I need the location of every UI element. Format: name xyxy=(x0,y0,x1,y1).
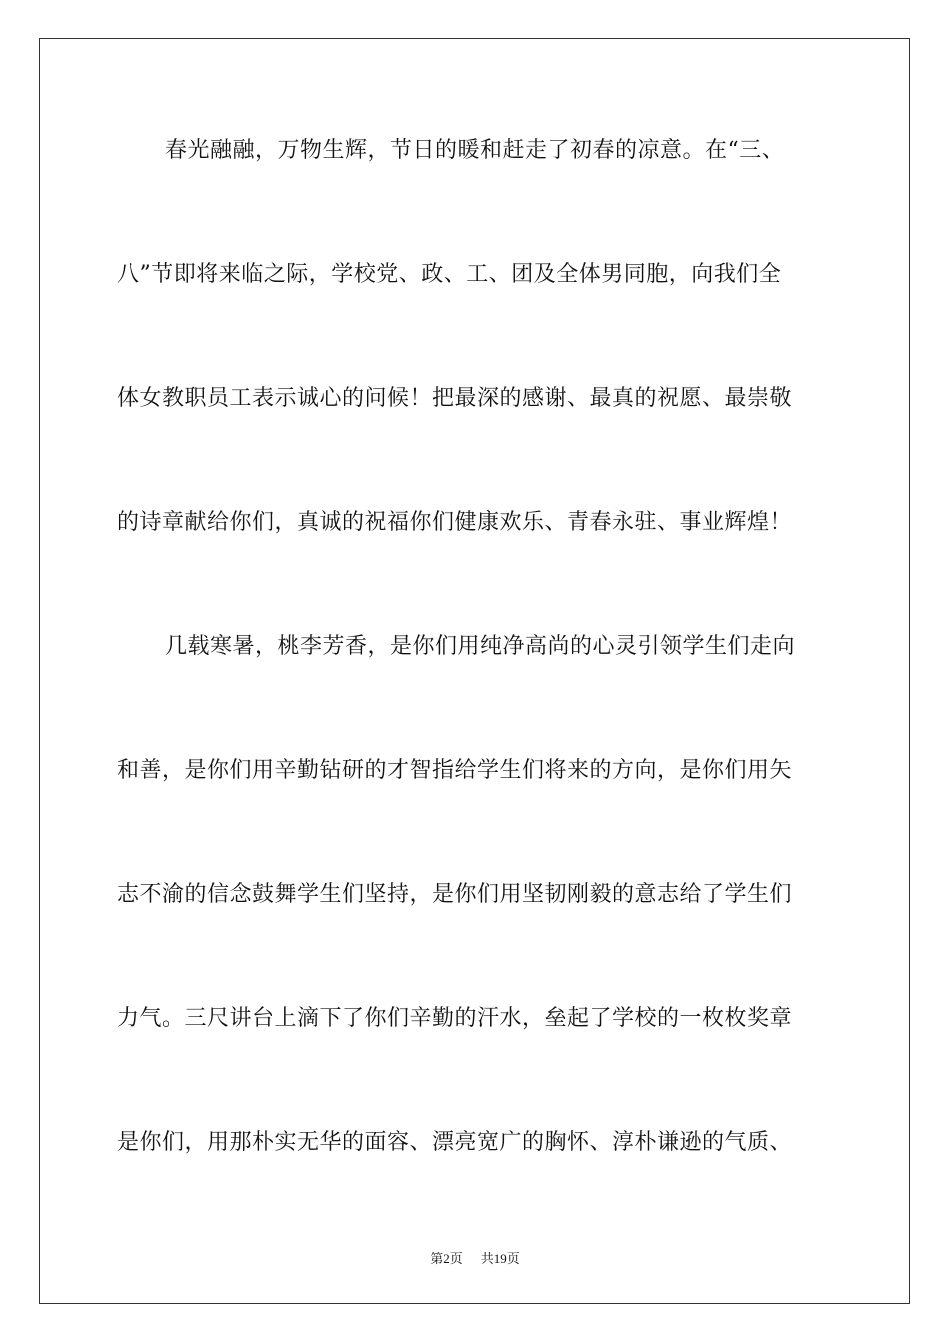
page-number: 第2页 xyxy=(430,1251,463,1266)
paragraph-2-line-2: 和善，是你们用辛勤钻研的才智指给学生们将来的方向，是你们用矢 xyxy=(117,758,793,783)
paragraph-2-line-4: 力气。三尺讲台上滴下了你们辛勤的汗水，垒起了学校的一枚枚奖章 xyxy=(117,1006,793,1031)
paragraph-2-line-1: 几载寒暑，桃李芳香，是你们用纯净高尚的心灵引领学生们走向 xyxy=(165,634,796,659)
paragraph-2-line-5: 是你们，用那朴实无华的面容、漂亮宽广的胸怀、淳朴谦逊的气质、 xyxy=(117,1130,793,1155)
paragraph-1-line-1: 春光融融，万物生辉，节日的暖和赶走了初春的凉意。在“三、 xyxy=(165,138,785,163)
page-total: 共19页 xyxy=(480,1251,520,1266)
paragraph-1-line-3: 体女教职员工表示诚心的问候！把最深的感谢、最真的祝愿、最崇敬 xyxy=(117,386,793,411)
paragraph-1-line-4: 的诗章献给你们，真诚的祝福你们健康欢乐、青春永驻、事业辉煌！ xyxy=(117,510,793,535)
paragraph-2-line-3: 志不渝的信念鼓舞学生们坚持，是你们用坚韧刚毅的意志给了学生们 xyxy=(117,882,793,907)
page-border xyxy=(39,38,910,1304)
page-footer xyxy=(0,1248,950,1267)
paragraph-1-line-2: 八”节即将来临之际，学校党、政、工、团及全体男同胞，向我们全 xyxy=(117,262,782,287)
